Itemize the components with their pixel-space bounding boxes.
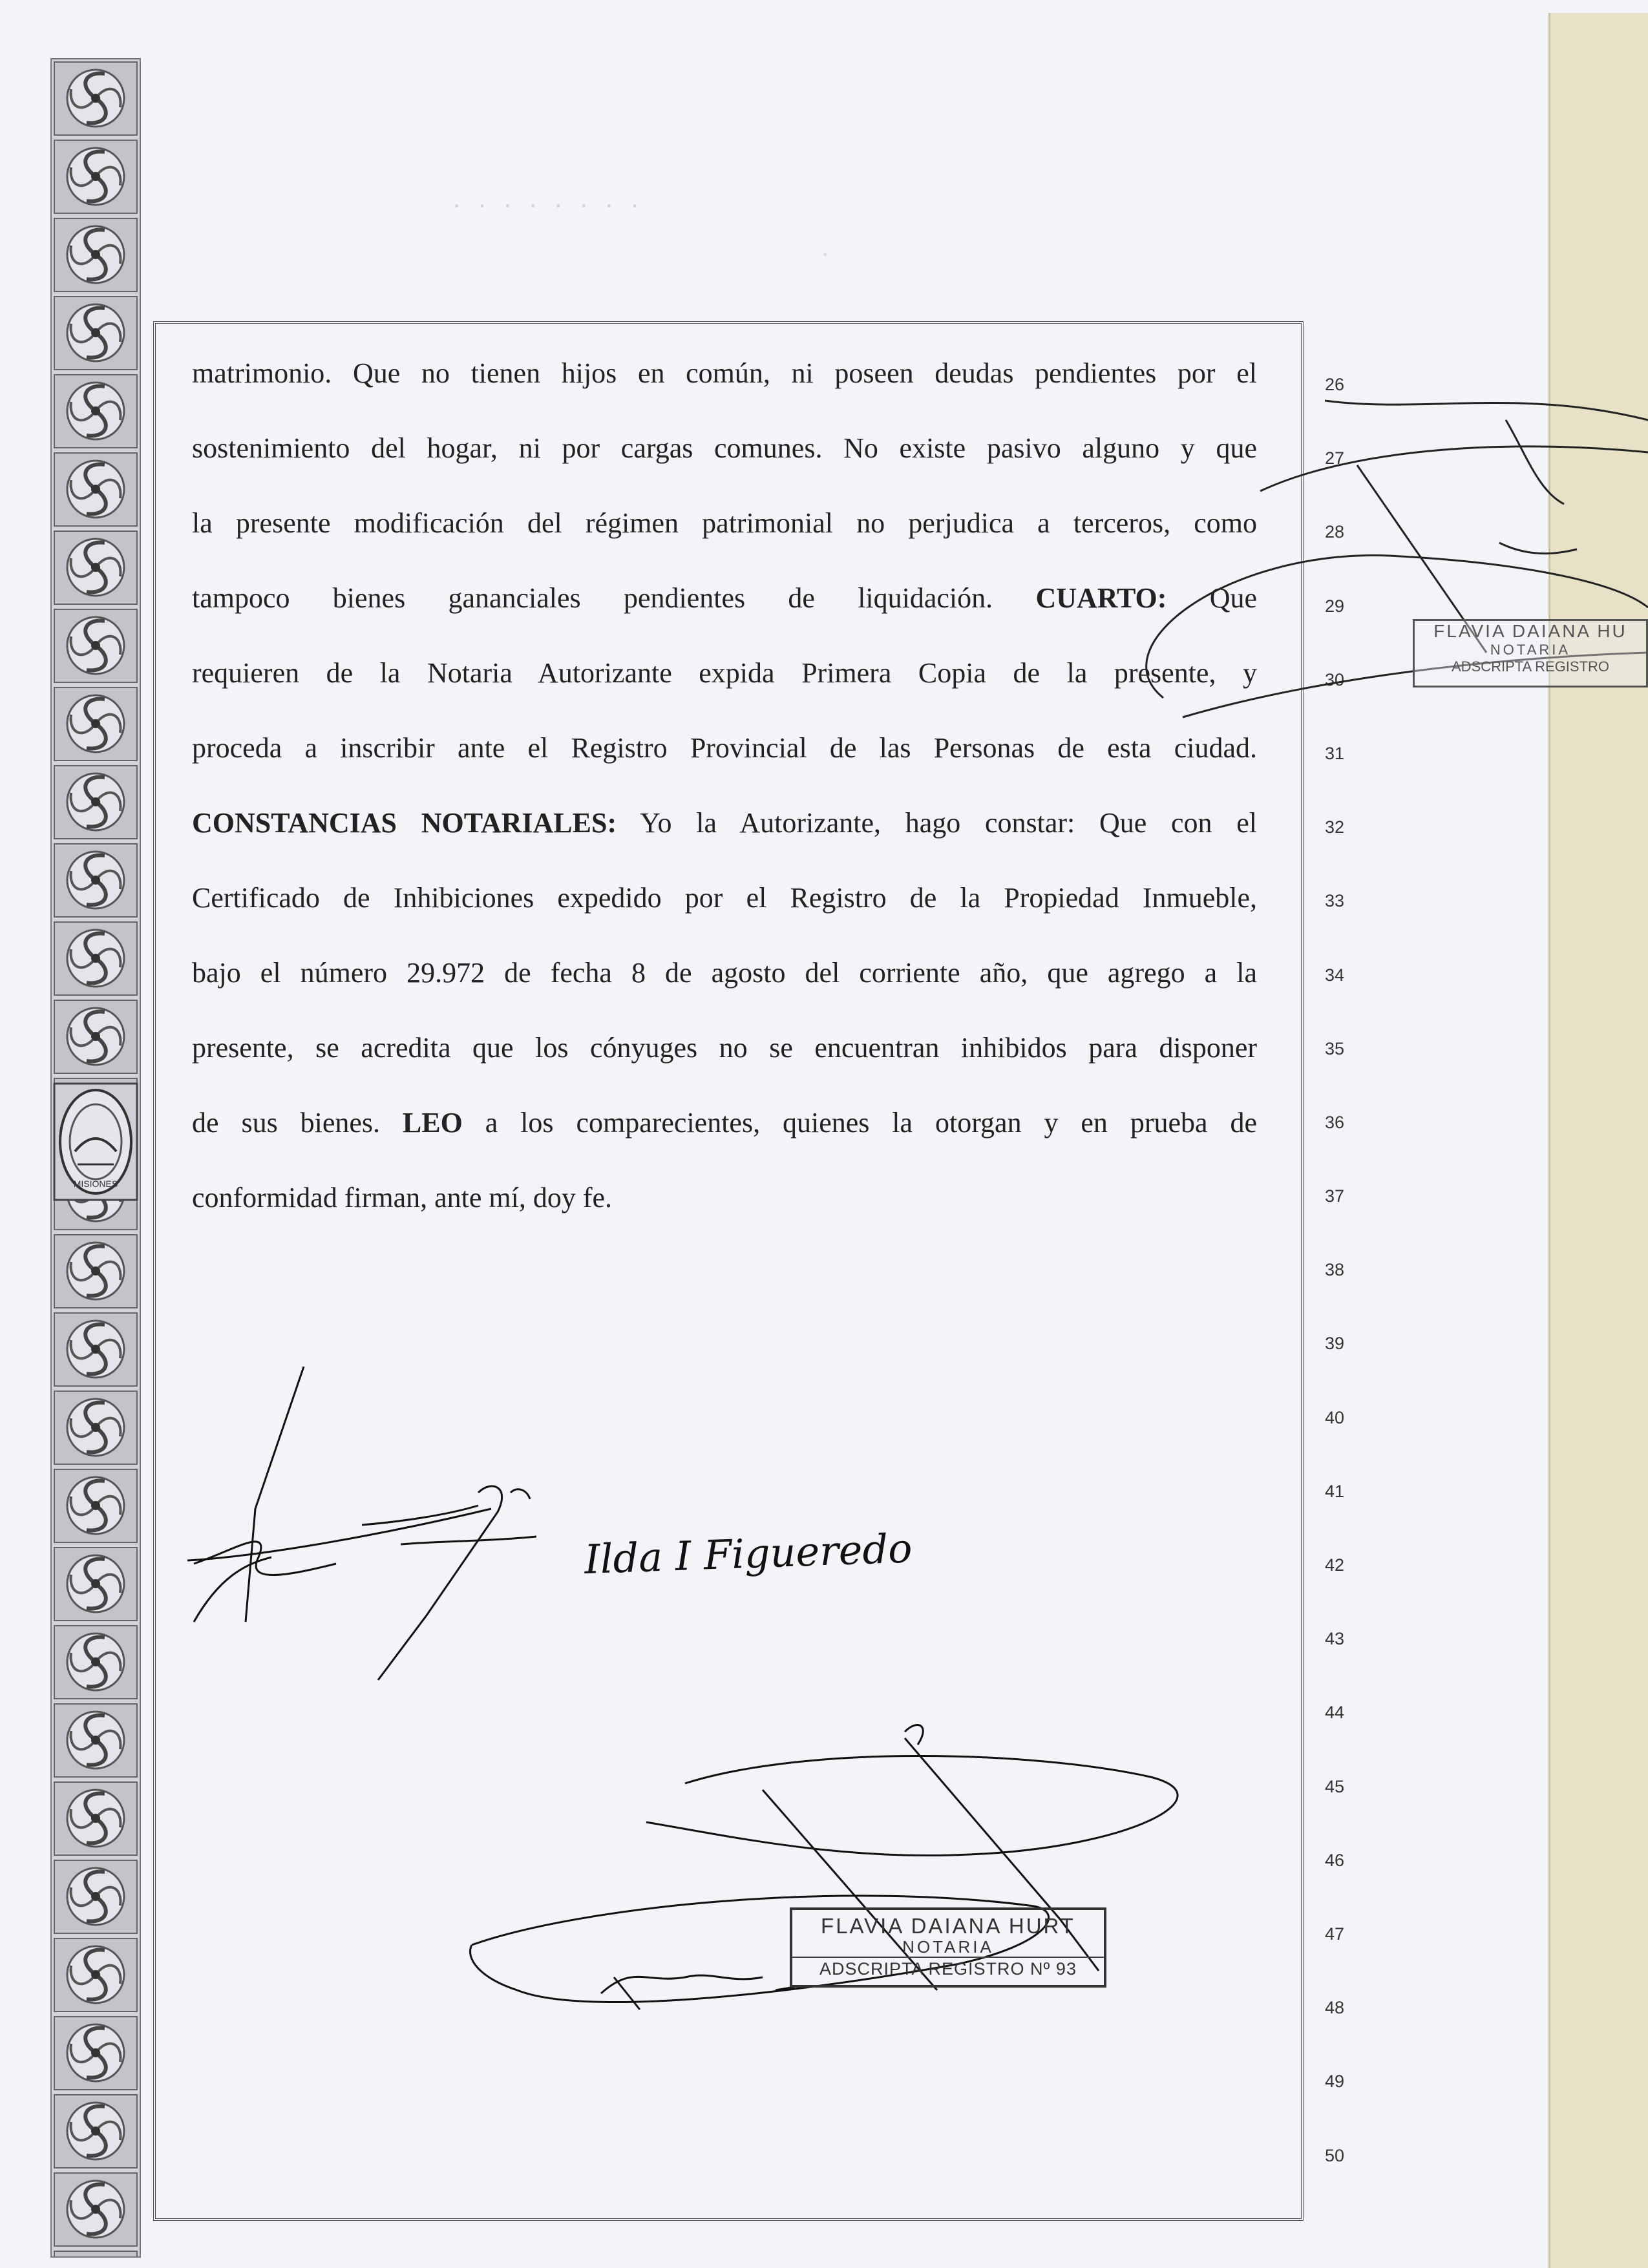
text-segment: matrimonio. Que no tienen hijos en común, ni poseen deudas pendientes por el bbox=[192, 357, 1257, 389]
text-segment: de sus bienes. bbox=[192, 1107, 403, 1139]
text-segment: proceda a inscribir ante el Registro Provincial de las Personas de esta ciudad. bbox=[192, 732, 1257, 764]
bold-heading: LEO bbox=[402, 1107, 463, 1139]
text-segment: requieren de la Notaria Autorizante expida Primera Copia de la presente, y bbox=[192, 657, 1257, 689]
bold-heading: CUARTO: bbox=[1035, 582, 1167, 614]
line-number: 33 bbox=[1325, 891, 1345, 911]
line-number: 37 bbox=[1325, 1186, 1345, 1206]
line-number: 50 bbox=[1325, 2145, 1345, 2165]
line-number: 36 bbox=[1325, 1112, 1345, 1132]
text-segment: Que bbox=[1167, 582, 1257, 614]
notary-stamp bbox=[790, 1907, 1106, 1988]
text-segment: presente, se acredita que los cónyuges no se encuentran inhibidos para disponer bbox=[192, 1032, 1257, 1064]
line-number: 28 bbox=[1325, 522, 1345, 542]
line-number: 31 bbox=[1325, 743, 1345, 763]
line-number: 40 bbox=[1325, 1407, 1345, 1427]
text-segment: Certificado de Inhibiciones expedido por el Registro de la Propiedad Inmueble, bbox=[192, 882, 1257, 914]
line-number: 46 bbox=[1325, 1850, 1345, 1870]
line-number: 32 bbox=[1325, 817, 1345, 837]
line-number: 35 bbox=[1325, 1038, 1345, 1058]
line-number: 44 bbox=[1325, 1703, 1345, 1723]
stamp-name: FLAVIA DAIANA HURT bbox=[821, 1914, 1075, 1938]
text-segment: tampoco bienes gananciales pendientes de liquidación. bbox=[192, 582, 1036, 614]
line-number: 30 bbox=[1325, 669, 1345, 689]
line-number: 43 bbox=[1325, 1629, 1345, 1649]
line-number: 29 bbox=[1325, 596, 1345, 616]
faint-page-mark: · bbox=[821, 240, 830, 269]
signature-handwritten-name: Ilda I Figueredo bbox=[583, 1524, 913, 1583]
line-number: 41 bbox=[1325, 1481, 1345, 1501]
line-number: 26 bbox=[1325, 375, 1345, 394]
line-number: 34 bbox=[1325, 965, 1345, 985]
stamp-registry: ADSCRIPTA REGISTRO Nº 93 bbox=[792, 1957, 1104, 1979]
seal-label: MISIONES bbox=[73, 1179, 118, 1189]
faint-show-through-text: · · · · · · · · bbox=[452, 191, 644, 220]
line-number: 45 bbox=[1325, 1776, 1345, 1796]
line-number: 42 bbox=[1325, 1555, 1345, 1575]
line-number: 47 bbox=[1325, 1924, 1345, 1944]
line-number: 48 bbox=[1325, 1998, 1345, 2018]
text-segment: sostenimiento del hogar, ni por cargas comunes. No existe pasivo alguno y que bbox=[192, 432, 1257, 464]
line-number: 49 bbox=[1325, 2072, 1345, 2092]
stamp-partial-title: NOTARIA bbox=[1490, 642, 1571, 658]
stamp-partial-registry: ADSCRIPTA REGISTRO bbox=[1451, 658, 1610, 675]
signature-left bbox=[187, 1367, 536, 1680]
line-number: 38 bbox=[1325, 1260, 1345, 1280]
text-segment: bajo el número 29.972 de fecha 8 de agosto del corriente año, que agrego a la bbox=[192, 957, 1257, 989]
notary-stamp-partial bbox=[1413, 619, 1648, 688]
line-number: 39 bbox=[1325, 1334, 1345, 1354]
stamp-partial-name: FLAVIA DAIANA HU bbox=[1433, 621, 1627, 641]
bold-heading: CONSTANCIAS NOTARIALES: bbox=[192, 807, 617, 839]
text-segment: Yo la Autorizante, hago constar: Que con el bbox=[617, 807, 1257, 839]
text-segment: la presente modificación del régimen patrimonial no perjudica a terceros, como bbox=[192, 507, 1257, 539]
line-number: 27 bbox=[1325, 448, 1345, 468]
text-segment: a los comparecientes, quienes la otorgan y en prueba de bbox=[462, 1107, 1257, 1139]
stamp-title: NOTARIA bbox=[902, 1937, 994, 1957]
text-segment: conformidad firman, ante mí, doy fe. bbox=[192, 1182, 613, 1213]
